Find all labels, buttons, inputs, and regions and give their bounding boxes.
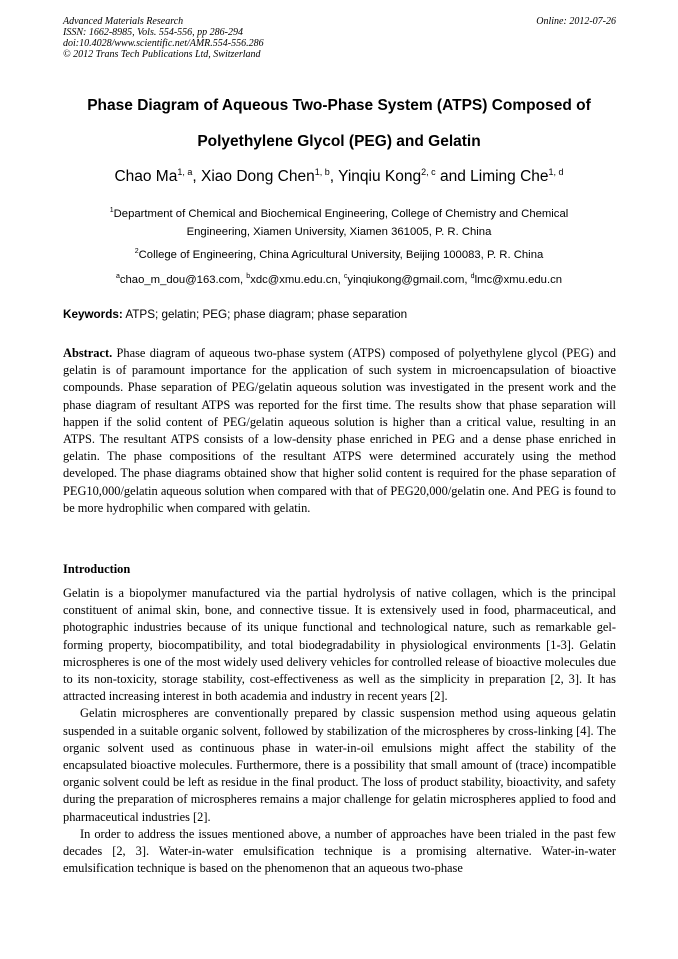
doi-line: doi:10.4028/www.scientific.net/AMR.554-556.286: [63, 38, 264, 49]
author-list: [40, 167, 638, 186]
copyright-line: © 2012 Trans Tech Publications Ltd, Switzerland: [63, 49, 261, 60]
author: [201, 168, 338, 185]
paragraph: In order to address the issues mentioned above, a number of approaches have been trialed in the past few decades [2, 3]. Water-in-water emulsification technique is a promising alternative. Water-in-water emulsification technique is based on the phenomenon that an aqueous two-phase: [63, 826, 616, 876]
introduction-body: [63, 585, 616, 877]
author-name: Xiao Dong Chen: [200, 168, 315, 186]
paragraph: Gelatin microspheres are conventionally prepared by classic suspension method using aqueous gelatin suspended in a suitable organic solvent, followed by stabilization of the microspheres by cross-linking [4]. The organic solvent used as continuous phase in water-in-oil emulsions might affect the stability of the encapsulated bioactive molecules. Furthermore, there is a possibility that small amount of (trace) incompatible organic solvent could be left as residue in the final product. The loss of product stability, bioactivity, and safety during the preparation of microspheres remains a major challenge for gelatin microspheres applied to food and pharmaceutical industries [2].: [63, 706, 616, 824]
title-line-2: Polyethylene Glycol (PEG) and Gelatin: [197, 133, 481, 150]
keywords: [63, 308, 616, 321]
online-date: Online: 2012-07-26: [536, 16, 616, 27]
title-line-1: Phase Diagram of Aqueous Two-Phase System (ATPS) Composed of: [87, 97, 591, 114]
section-heading-introduction: Introduction: [63, 562, 131, 576]
abstract-label: Abstract.: [63, 346, 113, 360]
author: [470, 168, 563, 185]
email-sep: ,: [337, 273, 344, 286]
email-address: chao_m_dou@163.com: [119, 273, 240, 286]
paper-title: [40, 88, 638, 160]
email-address: lmc@xmu.edu.cn: [474, 273, 563, 286]
affiliation-1-line-2: Engineering, Xiamen University, Xiamen 361005, P. R. China: [186, 225, 492, 238]
email-sup: c: [343, 273, 348, 280]
email-sep: ,: [464, 273, 471, 286]
author-name: Yinqiu Kong: [338, 168, 422, 186]
author-sup: 1, d: [548, 167, 564, 177]
email-list: [70, 268, 608, 289]
author-name: Liming Che: [470, 168, 549, 186]
email: [344, 274, 471, 286]
email: [246, 274, 344, 286]
paragraph: Gelatin is a biopolymer manufactured via the partial hydrolysis of native collagen, which is the principal constituent of animal skin, bone, and connective tissue. It is extensively used in food, pharmaceutical, and photographic industries because of its unique functional and technological nature, such as remarkable gel-forming property, biocompatibility, and total biodegradability in physiological environments [1-3]. Gelatin microspheres is one of the most widely used delivery vehicles for controlled release of bioactive molecules due to its non-toxicity, storage stability, cost-effectiveness as well as the simplicity in preparation [2, 3]. It has attracted increasing interest in both academia and industry in recent years [2].: [63, 586, 616, 704]
affiliation-sup: 1: [109, 207, 114, 214]
affiliation-sup: 2: [134, 248, 139, 255]
email-sup: a: [115, 273, 120, 280]
keywords-label: Keywords:: [63, 308, 123, 321]
author: [338, 168, 470, 185]
affiliation-1-line-1: Department of Chemical and Biochemical Engineering, College of Chemistry and Chemical: [113, 207, 569, 220]
abstract: [63, 345, 616, 517]
author-sup: 2, c: [421, 167, 436, 177]
author-sep: ,: [192, 168, 201, 186]
author-sup: 1, b: [314, 167, 330, 177]
author-sup: 1, a: [177, 167, 193, 177]
email-address: yinqiukong@gmail.com: [347, 273, 465, 286]
email: [471, 274, 562, 286]
email-sup: d: [470, 273, 475, 280]
author-sep: and: [435, 168, 471, 186]
affiliation-2: [70, 243, 608, 264]
abstract-text: Phase diagram of aqueous two-phase system (ATPS) composed of polyethylene glycol (PEG) and gelatin is of paramount importance for the application of such system in microencapsulation of bioactive compounds. Phase separation of PEG/gelatin aqueous solution was investigated in the present work and the phase diagram of resultant ATPS was reported for the first time. The results show that phase separation will happen if the solid content of PEG/gelatin aqueous solution is higher than a critical value, resulting in an ATPS. The resultant ATPS consists of a low-density phase enriched in PEG and a dense phase enriched in gelatin. The phase compositions of the resultant ATPS were determined accurately using the method developed. The phase diagrams obtained show that higher solid content is required for the phase separation of PEG10,000/gelatin aqueous solution when compared with that of PEG20,000/gelatin one. And PEG is found to be more hydrophilic when compared with gelatin.: [63, 346, 616, 515]
keywords-text: ATPS; gelatin; PEG; phase diagram; phase separation: [122, 308, 408, 321]
author: [114, 168, 201, 185]
author-sep: ,: [329, 168, 339, 186]
email: [116, 274, 246, 286]
affiliation-2-text: College of Engineering, China Agricultural University, Beijing 100083, P. R. China: [138, 248, 544, 261]
journal-name: Advanced Materials Research: [63, 16, 184, 27]
page-header: [63, 16, 616, 60]
email-sep: ,: [240, 273, 247, 286]
issn-line: ISSN: 1662-8985, Vols. 554-556, pp 286-294: [63, 27, 243, 38]
email-address: xdc@xmu.edu.cn: [250, 273, 338, 286]
email-sup: b: [246, 273, 251, 280]
affiliation-1: [70, 202, 608, 241]
author-name: Chao Ma: [114, 168, 178, 186]
